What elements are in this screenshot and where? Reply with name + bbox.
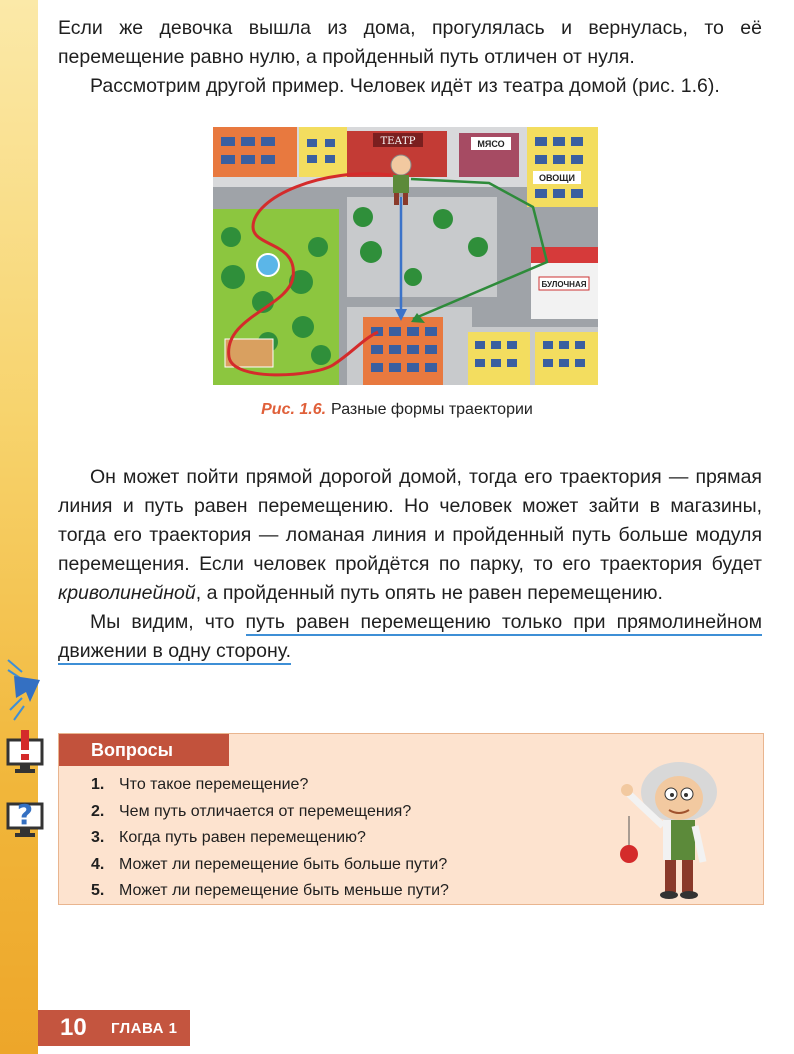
svg-text:?: ? — [16, 798, 34, 831]
top-text — [58, 14, 762, 101]
figure-caption — [0, 401, 794, 419]
questions-title: Вопросы — [59, 734, 229, 766]
figure-number: Рис. 1.6. — [261, 401, 327, 418]
paragraph-2: Рассмотрим другой пример. Человек идёт из театра домой (рис. 1.6). — [90, 75, 720, 97]
bakery-sign: БУЛОЧНАЯ — [541, 280, 587, 289]
paragraph-4: Мы видим, что путь равен перемещению только при прямолинейном движении в одну сторону. — [58, 608, 762, 666]
arrow-emphasis-icon — [6, 656, 46, 726]
question-item: 3. Когда путь равен перемещению? — [91, 829, 366, 846]
question-item: 2. Чем путь отличается от перемещения? — [91, 802, 412, 820]
italic-term: криволинейной — [58, 582, 196, 604]
city-map-illustration — [213, 127, 598, 385]
chapter-label: ГЛАВА 1 — [111, 1020, 178, 1037]
meat-sign: МЯСО — [477, 139, 505, 149]
vegetables-sign: ОВОЩИ — [539, 173, 575, 183]
figure-trajectories — [213, 127, 598, 385]
key-conclusion: путь равен перемещению только при прямолинейном движении в одну сторону. — [58, 611, 762, 665]
professor-illustration — [599, 754, 749, 902]
bottom-text — [58, 463, 762, 666]
question-item: 4. Может ли перемещение быть больше пути? — [91, 855, 448, 873]
questions-box — [58, 733, 764, 905]
page-margin-strip — [0, 0, 38, 1054]
theatre-sign: ТЕАТР — [380, 136, 416, 147]
building — [299, 127, 347, 177]
paragraph-3: Он может пойти прямой дорогой домой, тогда его траектория — прямая линия и путь равен перемещению. Но человек может зайти в магазины, тогда его траектория — ломаная линия и пройденный путь больше модуля перемещения. Если человек пройдётся по парку, то его траектория будет криволинейной, а пройденный путь опять не равен перемещению. — [58, 466, 762, 604]
figure-caption-text: Разные формы траектории — [331, 401, 533, 418]
building — [213, 127, 297, 177]
question-monitor-icon — [6, 792, 44, 842]
exclamation-monitor-icon — [6, 730, 44, 776]
page-footer — [38, 1010, 190, 1046]
question-item: 1. Что такое перемещение? — [91, 776, 309, 793]
paragraph-1: Если же девочка вышла из дома, прогулялась и вернулась, то её перемещение равно нулю, а пройденный путь отличен от нуля. — [58, 17, 762, 68]
question-item: 5. Может ли перемещение быть меньше пути? — [91, 882, 449, 899]
questions-list — [91, 772, 449, 905]
page-number: 10 — [60, 1014, 87, 1041]
